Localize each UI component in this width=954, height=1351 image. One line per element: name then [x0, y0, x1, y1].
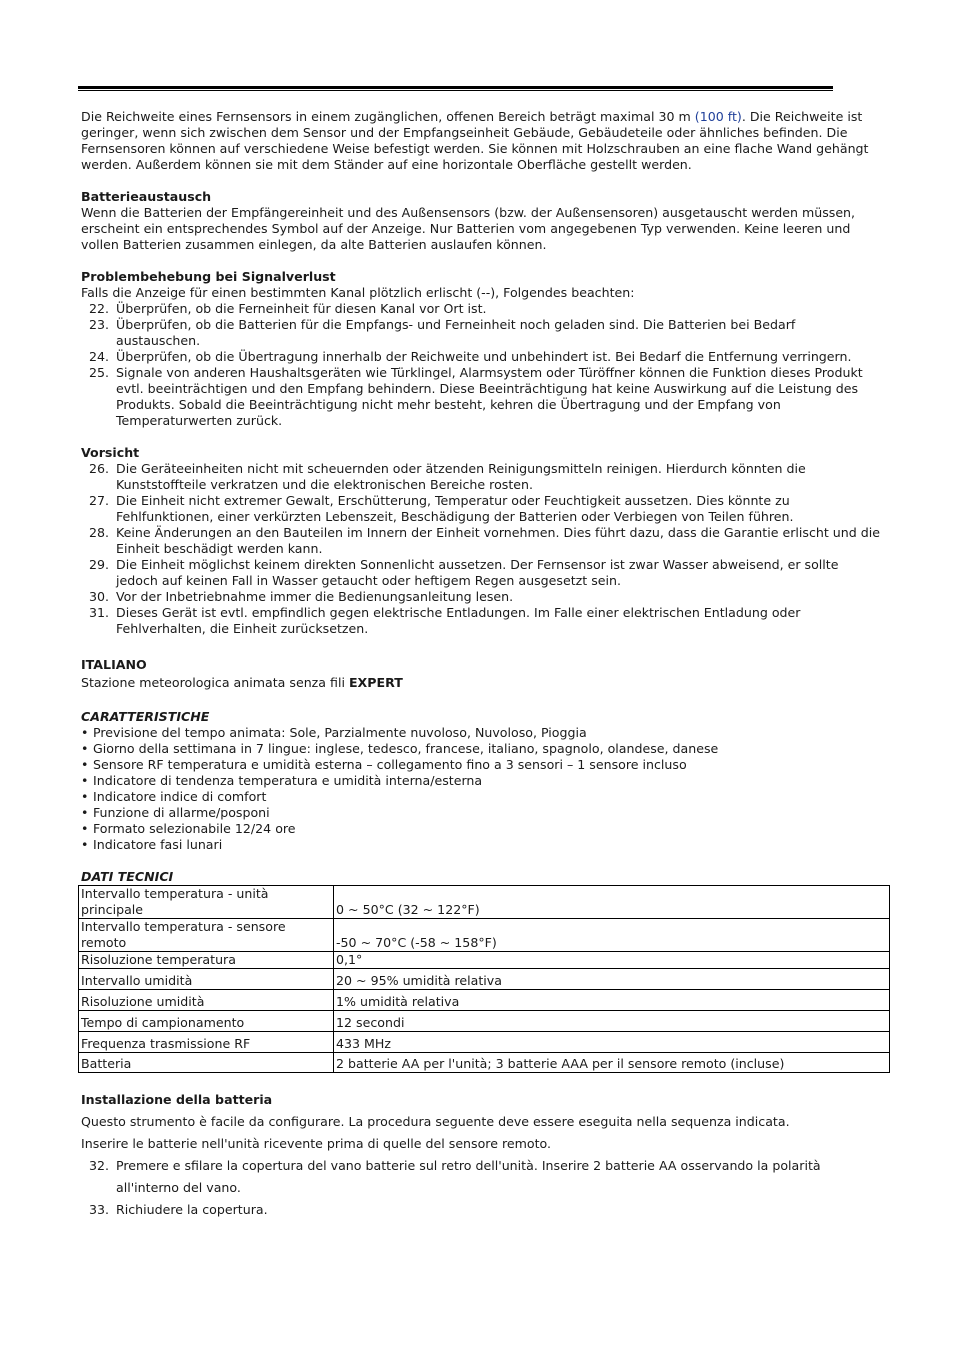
caution-list	[81, 461, 881, 637]
list-item: • Indicatore fasi lunari	[81, 837, 881, 853]
caution-heading: Vorsicht	[81, 445, 140, 460]
table-row: Intervallo umidità 20 ~ 95% umidità relativa	[79, 969, 890, 990]
list-item: • Sensore RF temperatura e umidità esterna – collegamento fino a 3 sensori – 1 sensore incluso	[81, 757, 881, 773]
list-item: 29. Die Einheit möglichst keinem direkten Sonnenlicht aussetzen. Der Fernsensor ist zwar Wasser abweisend, er sollte jedoch auf keinen Fall in Wasser getaucht oder heftigem Regen ausgesetzt sein.	[88, 557, 839, 588]
list-item: • Previsione del tempo animata: Sole, Parzialmente nuvoloso, Nuvoloso, Pioggia	[81, 725, 881, 741]
list-item: • Indicatore indice di comfort	[81, 789, 881, 805]
document-page	[81, 109, 881, 1221]
range-link[interactable]: (100 ft)	[694, 109, 742, 124]
battery-install-section	[81, 1089, 881, 1221]
install-paragraph-2: Inserire le batterie nell'unità ricevente prima di quelle del sensore remoto.	[81, 1136, 552, 1151]
install-heading: Installazione della batteria	[81, 1092, 273, 1107]
table-row: Tempo di campionamento 12 secondi	[79, 1011, 890, 1032]
list-item: 23. Überprüfen, ob die Batterien für die Empfangs- und Ferneinheit noch geladen sind. Die Batterien bei Bedarf austauschen.	[88, 317, 796, 348]
list-item: 27. Die Einheit nicht extremer Gewalt, Erschütterung, Temperatur oder Feuchtigkeit aussetzen. Dies könnte zu Fehlfunktionen, einer verkürzten Lebenszeit, Beschädigung der Batterien oder Verbiegen von Teilen führen.	[88, 493, 794, 524]
italian-subtitle: Stazione meteorologica animata senza fili EXPERT	[81, 675, 403, 690]
list-item: 31. Dieses Gerät ist evtl. empfindlich gegen elektrische Entladungen. Im Falle einer elektrischen Entladung oder Fehlverhalten, die Einheit zurücksetzen.	[88, 605, 801, 636]
list-item: 24. Überprüfen, ob die Übertragung innerhalb der Reichweite und unbehindert ist. Bei Bedarf die Entfernung verringern.	[88, 349, 852, 364]
list-item: • Formato selezionabile 12/24 ore	[81, 821, 881, 837]
specs-heading: DATI TECNICI	[81, 869, 174, 884]
battery-paragraph: Wenn die Batterien der Empfängereinheit und des Außensensors (bzw. der Außensensoren) ausgetauscht werden müssen, erscheint ein entsprechendes Symbol auf der Anzeige. Nur Batterien vom angegebenen Typ verwenden. Keine leeren und vollen Batterien zusammen einlegen, da alte Batterien auslaufen können.	[81, 205, 856, 252]
table-row: Risoluzione temperatura 0,1°	[79, 952, 890, 969]
table-row: Intervallo temperatura - sensore remoto -50 ~ 70°C (-58 ~ 158°F)	[79, 919, 890, 952]
list-item: 22. Überprüfen, ob die Ferneinheit für diesen Kanal vor Ort ist.	[88, 301, 487, 316]
install-paragraph-1: Questo strumento è facile da configurare. La procedura seguente deve essere eseguita nella sequenza indicata.	[81, 1114, 790, 1129]
list-item: 28. Keine Änderungen an den Bauteilen im Innern der Einheit vornehmen. Dies führt dazu, dass die Garantie erlischt und die Einheit beschädigt werden kann.	[88, 525, 880, 556]
list-item: 33. Richiudere la copertura.	[88, 1202, 268, 1217]
italian-heading: ITALIANO	[81, 657, 147, 672]
table-row: Risoluzione umidità 1% umidità relativa	[79, 990, 890, 1011]
list-item: • Giorno della settimana in 7 lingue: inglese, tedesco, francese, italiano, spagnolo, olandese, danese	[81, 741, 881, 757]
features-heading: CARATTERISTICHE	[81, 709, 210, 724]
table-row: Batteria 2 batterie AA per l'unità; 3 batterie AAA per il sensore remoto (incluse)	[79, 1053, 890, 1073]
list-item: 30. Vor der Inbetriebnahme immer die Bedienungsanleitung lesen.	[88, 589, 514, 604]
battery-heading: Batterieaustausch	[81, 189, 212, 204]
list-item: • Indicatore di tendenza temperatura e umidità interna/esterna	[81, 773, 881, 789]
features-list	[81, 725, 881, 853]
specs-table	[78, 885, 890, 1073]
signal-intro: Falls die Anzeige für einen bestimmten Kanal plötzlich erlischt (--), Folgendes beachten:	[81, 285, 635, 300]
table-row: Intervallo temperatura - unità principale 0 ~ 50°C (32 ~ 122°F)	[79, 886, 890, 919]
list-item: • Funzione di allarme/posponi	[81, 805, 881, 821]
de-intro-paragraph: Die Reichweite eines Fernsensors in einem zugänglichen, offenen Bereich beträgt maximal 30 m (100 ft). Die Reichweite ist geringer, wenn sich zwischen dem Sensor und der Empfangseinheit Gebäude, Gebäudeteile oder ähnliches befinden. Die Fernsensoren können auf verschiedene Weise befestigt werden. Sie können mit Holzschrauben an eine flache Wand gehängt werden. Außerdem können sie mit dem Ständer auf eine horizontale Oberfläche gestellt werden.	[81, 109, 869, 172]
list-item: 32. Premere e sfilare la copertura del vano batterie sul retro dell'unità. Inserire 2 batterie AA osservando la polarità all'interno del vano.	[88, 1158, 821, 1195]
table-row: Frequenza trasmissione RF 433 MHz	[79, 1032, 890, 1053]
signal-list	[81, 301, 881, 429]
install-list	[81, 1155, 881, 1221]
list-item: 25. Signale von anderen Haushaltsgeräten wie Türklingel, Alarmsystem oder Türöffner können die Funktion dieses Produkt evtl. beeinträchtigen und den Empfang behindern. Diese Beeinträchtigung hat keine Auswirkung auf die Leistung des Produkts. Sobald die Beeinträchtigung nicht mehr besteht, kehren die Übertragung und der Empfang von Temperaturwerten zurück.	[88, 365, 863, 428]
list-item: 26. Die Geräteeinheiten nicht mit scheuernden oder ätzenden Reinigungsmitteln reinigen. Hierdurch könnten die Kunststoffteile verkratzen und die elektronischen Bereiche rosten.	[88, 461, 806, 492]
header-rule-bottom	[78, 90, 833, 91]
header-rule-top	[78, 86, 833, 89]
signal-heading: Problembehebung bei Signalverlust	[81, 269, 336, 284]
